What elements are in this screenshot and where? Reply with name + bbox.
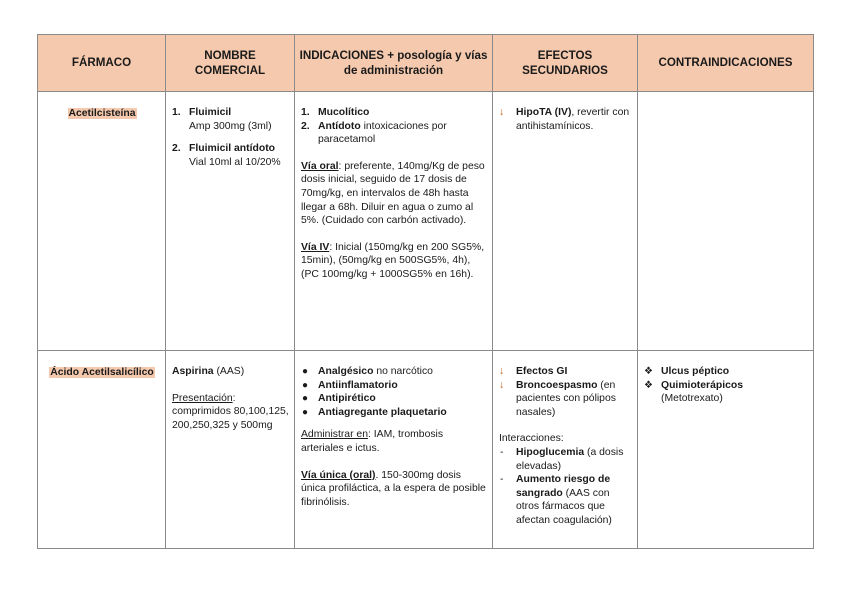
- bullet-icon: ●: [302, 379, 309, 391]
- unique-route-text: Vía única (oral). 150-300mg dosis única profiláctica, a la espera de posible fibrinólisis.: [301, 469, 486, 508]
- list-item: - Hipoglucemia (a dosis elevadas): [500, 446, 624, 472]
- header-nombre-comercial: NOMBRE COMERCIAL: [166, 35, 295, 92]
- drug-table: [37, 34, 814, 549]
- diamond-bullet-icon: ❖: [644, 379, 653, 391]
- dash-icon: -: [500, 446, 504, 458]
- list-item: ● Antipirético: [302, 393, 376, 405]
- header-contraindicaciones: CONTRAINDICACIONES: [638, 35, 814, 92]
- list-item: ● Analgésico no narcótico: [302, 366, 433, 377]
- list-item: 1. Fluimicil Amp 300mg (3ml): [172, 107, 272, 132]
- effects-cell: [493, 92, 638, 351]
- interactions-label: Interacciones:: [499, 433, 564, 445]
- drug-name: Ácido Acetilsalicílico: [50, 367, 154, 378]
- effects-cell: [493, 351, 638, 549]
- list-item: - Aumento riesgo de sangrado (AAS con otros fármacos que afectan coagulación): [500, 474, 612, 526]
- bullet-icon: ●: [302, 393, 309, 405]
- indications-cell: [295, 351, 493, 549]
- drug-cell: [38, 351, 166, 549]
- header-indicaciones: INDICACIONES + posología y vías de administración: [295, 35, 493, 92]
- commercial-cell: [166, 351, 295, 549]
- bullet-icon: ●: [302, 366, 309, 377]
- commercial-name: Aspirina (AAS): [172, 366, 245, 377]
- list-item: ❖ Ulcus péptico: [644, 366, 730, 377]
- list-item: ↓ HipoTA (IV), revertir con antihistamínicos.: [499, 107, 630, 132]
- header-farmaco: FÁRMACO: [38, 35, 166, 92]
- arrow-down-icon: ↓: [499, 107, 505, 118]
- oral-route-text: Vía oral: preferente, 140mg/Kg de peso dosis inicial, seguido de 17 dosis de 70mg/kg, en intervalos de 48h hasta llegar a 68h. Diluir en agua o zumo al 5%. (Cuidado con carbón activado).: [301, 160, 485, 227]
- dash-icon: -: [500, 474, 504, 486]
- contra-cell: [638, 351, 814, 549]
- diamond-bullet-icon: ❖: [644, 366, 653, 377]
- bullet-icon: ●: [302, 406, 309, 418]
- arrow-down-icon: ↓: [499, 379, 505, 391]
- admin-text: Administrar en: IAM, trombosis arteriales e ictus.: [301, 429, 444, 454]
- header-efectos: EFECTOS SECUNDARIOS: [493, 35, 638, 92]
- iv-route-text: Vía IV: Inicial (150mg/kg en 200 SG5%, 15min), (50mg/kg en 500SG5%, 4h), (PC 100mg/kg + 1000SG5% en 16h).: [301, 241, 485, 280]
- list-item: ● Antiinflamatorio: [302, 379, 398, 391]
- table-row: [38, 351, 814, 549]
- list-item: ❖ Quimioterápicos (Metotrexato): [644, 379, 743, 405]
- drug-name: Acetilcisteína: [68, 108, 136, 119]
- drug-cell: [38, 92, 166, 351]
- list-item: ↓ Broncoespasmo (en pacientes con pólipos nasales): [499, 379, 616, 418]
- presentation-text: Presentación: comprimidos 80,100,125, 200,250,325 y 500mg: [172, 392, 289, 431]
- contra-cell: [638, 92, 814, 351]
- table-row: [38, 92, 814, 351]
- commercial-cell: [166, 92, 295, 351]
- header-row: [38, 35, 814, 92]
- arrow-down-icon: ↓: [499, 366, 505, 377]
- list-item: 2. Antídoto intoxicaciones por paracetamol: [301, 120, 447, 146]
- list-item: 1. Mucolítico: [301, 107, 370, 118]
- list-item: 2. Fluimicil antídoto Vial 10ml al 10/20%: [172, 143, 281, 168]
- indications-cell: [295, 92, 493, 351]
- list-item: ↓ Efectos GI: [499, 366, 568, 377]
- list-item: ● Antiagregante plaquetario: [302, 406, 447, 418]
